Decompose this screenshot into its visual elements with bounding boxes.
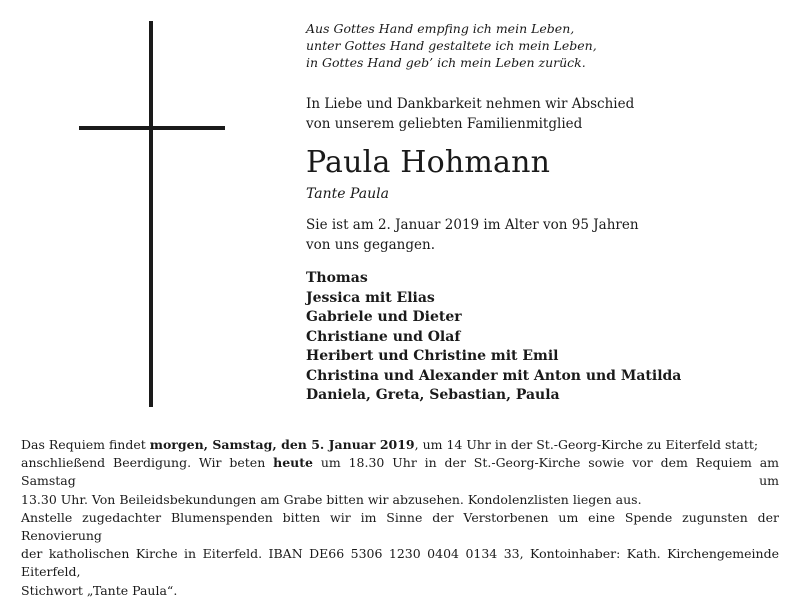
prayer-day: heute bbox=[273, 455, 313, 471]
mourner-entry: Jessica mit Elias bbox=[306, 289, 435, 306]
mourner-entry: Thomas bbox=[306, 270, 368, 286]
donation-line: der katholischen Kirche in Eiterfeld. IBAN DE66 5306 1230 0404 0134 33, Kontoinhaber: Kath. Kirchengemeinde Eiterfeld, bbox=[21, 546, 779, 580]
cross-vertical-beam bbox=[149, 21, 153, 407]
requiem-line: 13.30 Uhr. Von Beileidsbekundungen am Grabe bitten wir abzusehen. Kondolenzlisten liegen aus. bbox=[21, 491, 642, 507]
mourner-entry: Christina und Alexander mit Anton und Matilda bbox=[306, 367, 682, 384]
mourner-entry: Heribert und Christine mit Emil bbox=[306, 348, 559, 364]
requiem-date: morgen, Samstag, den 5. Januar 2019 bbox=[149, 437, 415, 452]
requiem-line bbox=[21, 454, 779, 490]
requiem-text: , um 14 Uhr in der St.-Georg-Kirche zu Eiterfeld statt; bbox=[414, 437, 759, 452]
requiem-line bbox=[21, 436, 779, 454]
deceased-nickname: Tante Paula bbox=[306, 186, 389, 202]
mourner-entry: Christiane und Olaf bbox=[306, 328, 461, 345]
poem-line: in Gottes Hand geb’ ich mein Leben zurück. bbox=[306, 55, 586, 70]
intro-line: von unserem geliebten Familienmitglied bbox=[306, 116, 583, 132]
mourner-entry: Daniela, Greta, Sebastian, Paula bbox=[306, 387, 560, 403]
donation-line: Anstelle zugedachter Blumenspenden bitten wir im Sinne der Verstorbenen um eine Spende zugunsten der Renovierung bbox=[21, 509, 779, 544]
requiem-information bbox=[21, 436, 779, 600]
mourner-entry: Gabriele und Dieter bbox=[306, 309, 462, 325]
death-line: von uns gegangen. bbox=[306, 237, 435, 253]
poem-line: unter Gottes Hand gestaltete ich mein Leben, bbox=[306, 38, 597, 53]
intro-line: In Liebe und Dankbarkeit nehmen wir Abschied bbox=[306, 96, 635, 112]
deceased-name: Paula Hohmann bbox=[306, 145, 551, 180]
requiem-text: anschließend Beerdigung. Wir beten bbox=[21, 455, 274, 471]
requiem-text: um 18.30 Uhr in der St.-Georg-Kirche sowie vor dem Requiem am Samstag um bbox=[21, 455, 779, 489]
mourners-list bbox=[306, 269, 776, 406]
requiem-text: Das Requiem findet bbox=[21, 437, 150, 452]
poem bbox=[306, 20, 776, 71]
poem-line: Aus Gottes Hand empfing ich mein Leben, bbox=[306, 21, 575, 36]
death-line: Sie ist am 2. Januar 2019 im Alter von 95 Jahren bbox=[306, 217, 639, 233]
farewell-intro bbox=[306, 94, 776, 134]
death-notice bbox=[306, 215, 776, 255]
donation-keyword: Stichwort „Tante Paula“. bbox=[21, 582, 178, 598]
cross-horizontal-beam bbox=[79, 126, 225, 130]
